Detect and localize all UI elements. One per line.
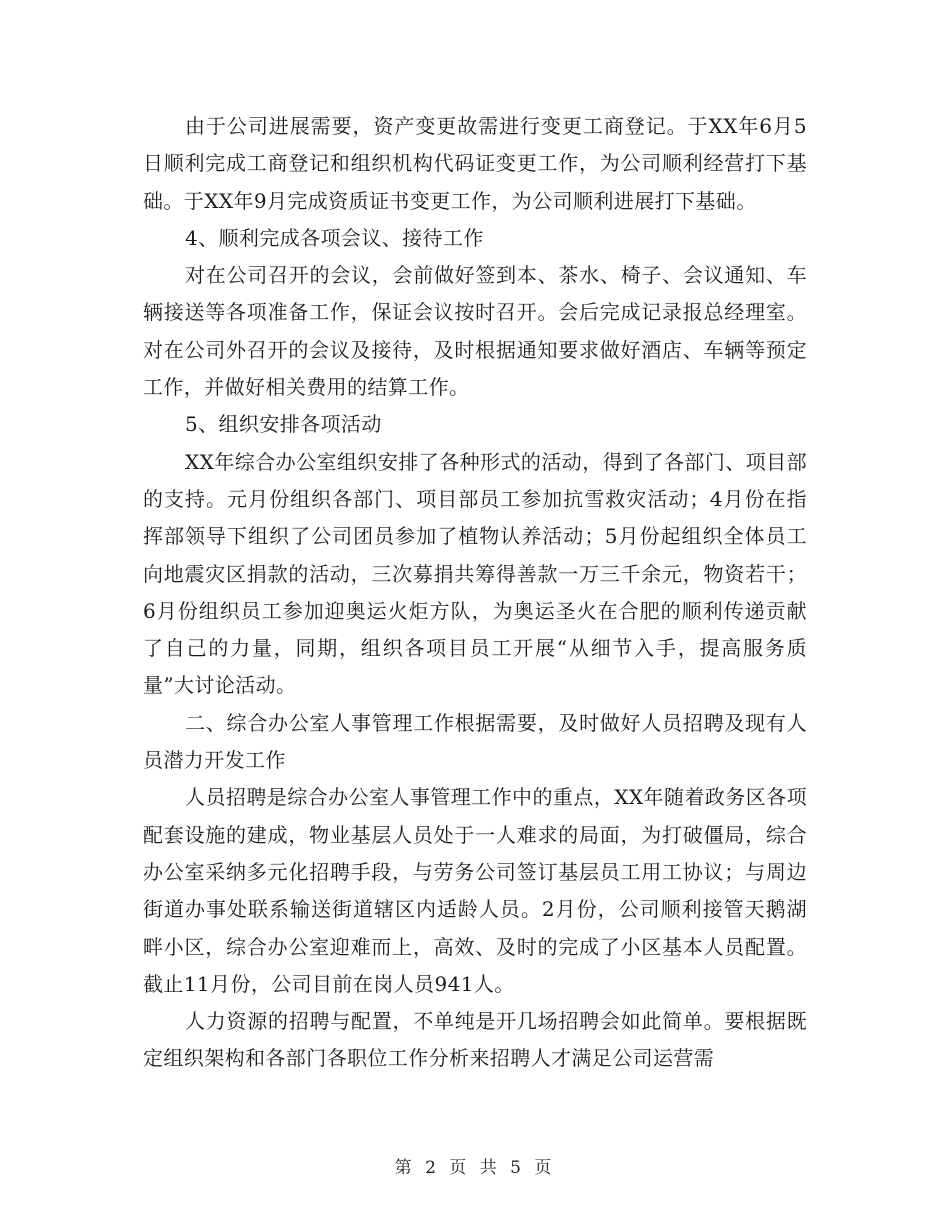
paragraph-activities: XX年综合办公室组织安排了各种形式的活动，得到了各部门、项目部的支持。元月份组织各部门、项目部员工参加抗雪救灾活动；4月份在指挥部领导下组织了公司团员参加了植物认养活动；5月份起组织全体员工向地震灾区捐款的活动，三次募捐共筹得善款一万三千余元，物资若干；6月份组织员工参加迎奥运火炬方队，为奥运圣火在合肥的顺利传递贡献了自己的力量，同期，组织各项目员工开展“从细节入手，提高服务质量”大讨论活动。 [143, 449, 807, 698]
paragraph-hr-allocation: 人力资源的招聘与配置，不单纯是开几场招聘会如此简单。要根据既定组织架构和各部门各职位工作分析来招聘人才满足公司运营需 [143, 1009, 807, 1071]
document-body [143, 108, 807, 1078]
page-number-footer: 第 2 页 共 5 页 [394, 1158, 556, 1178]
paragraph-recruitment: 人员招聘是综合办公室人事管理工作中的重点，XX年随着政务区各项配套设施的建成，物业基层人员处于一人难求的局面，为打破僵局，综合办公室采纳多元化招聘手段，与劳务公司签订基层员工用工协议；与周边街道办事处联系输送街道辖区内适龄人员。2月份，公司顺利接管天鹅湖畔小区，综合办公室迎难而上，高效、及时的完成了小区基本人员配置。截止11月份，公司目前在岗人员941人。 [143, 785, 807, 996]
heading-meetings: 4、顺利完成各项会议、接待工作 [185, 225, 484, 250]
heading-activities: 5、组织安排各项活动 [185, 412, 382, 437]
paragraph-meetings: 对在公司召开的会议，会前做好签到本、茶水、椅子、会议通知、车辆接送等各项准备工作，保证会议按时召开。会后完成记录报总经理室。对在公司外召开的会议及接待，及时根据通知要求做好酒店、车辆等预定工作，并做好相关费用的结算工作。 [143, 263, 807, 400]
paragraph-registration: 由于公司进展需要，资产变更故需进行变更工商登记。于XX年6月5日顺利完成工商登记和组织机构代码证变更工作，为公司顺利经营打下基础。于XX年9月完成资质证书变更工作，为公司顺利进展打下基础。 [143, 114, 807, 213]
section-heading-personnel: 二、综合办公室人事管理工作根据需要，及时做好人员招聘及现有人员潜力开发工作 [143, 710, 807, 773]
